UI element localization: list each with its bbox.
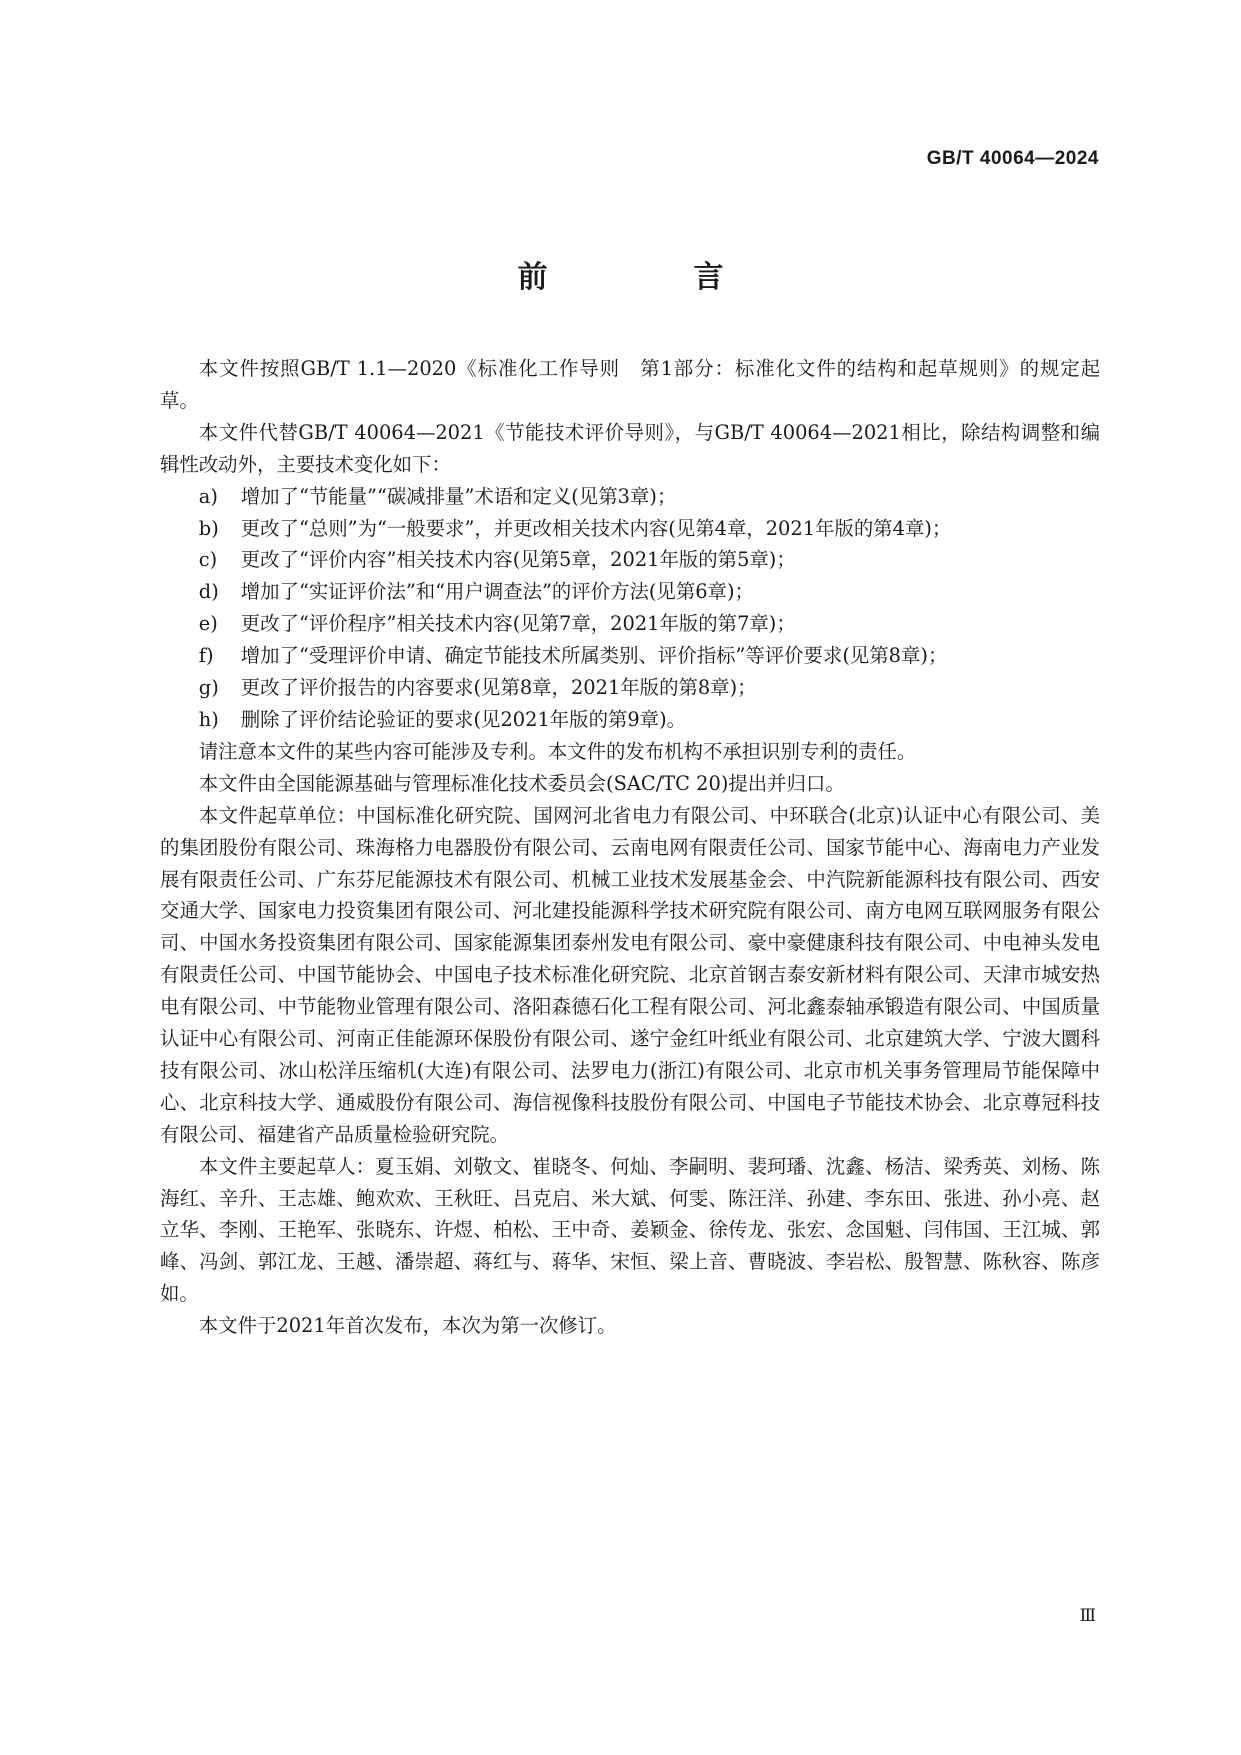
page-number: Ⅲ bbox=[1079, 1606, 1096, 1626]
change-item-f bbox=[199, 640, 1100, 672]
change-item-text: 更改了评价报告的内容要求(见第8章，2021年版的第8章)； bbox=[240, 676, 757, 700]
change-item-text: 更改了“总则”为“一般要求”，并更改相关技术内容(见第4章，2021年版的第4章)； bbox=[240, 516, 952, 540]
paragraph-patent-notice: 请注意本文件的某些内容可能涉及专利。本文件的发布机构不承担识别专利的责任。 bbox=[198, 739, 917, 763]
change-item-text: 增加了“节能量”“碳减排量”术语和定义(见第3章)； bbox=[240, 484, 677, 508]
change-item-text: 删除了评价结论验证的要求(见2021年版的第9章)。 bbox=[240, 707, 687, 731]
change-item-mark: e) bbox=[198, 612, 218, 636]
change-item-mark: d) bbox=[198, 580, 219, 604]
paragraph-replaces: 本文件代替GB/T 40064—2021《节能技术评价导则》，与GB/T 40064—2021相比，除结构调整和编辑性改动外，主要技术变化如下： bbox=[160, 420, 1100, 476]
change-item-a bbox=[199, 481, 1100, 513]
change-item-text: 增加了“实证评价法”和“用户调查法”的评价方法(见第6章)； bbox=[240, 580, 754, 604]
change-item-text: 更改了“评价程序”相关技术内容(见第7章，2021年版的第7章)； bbox=[240, 612, 796, 636]
paragraph-proposer: 本文件由全国能源基础与管理标准化技术委员会(SAC/TC 20)提出并归口。 bbox=[198, 771, 845, 795]
paragraph-drafters: 本文件主要起草人：夏玉娟、刘敬文、崔晓冬、何灿、李嗣明、裴珂璠、沈鑫、杨洁、梁秀英、刘杨、陈海红、辛升、王志雄、鲍欢欢、王秋旺、吕克启、米大斌、何雯、陈汪洋、孙建、李东田、张进、孙小亮、赵立华、李刚、王艳军、张晓东、许煜、柏松、王中奇、姜颖金、徐传龙、张宏、念国魁、闫伟国、王江城、郭峰、冯剑、郭江龙、王越、潘崇超、蒋红与、蒋华、宋恒、梁上音、曹晓波、李岩松、殷智慧、陈秋容、陈彦如。 bbox=[160, 1154, 1100, 1306]
change-item-mark: g) bbox=[198, 676, 219, 700]
change-item-text: 增加了“受理评价申请、确定节能技术所属类别、评价指标”等评价要求(见第8章)； bbox=[240, 644, 948, 668]
change-item-b bbox=[199, 513, 1100, 545]
change-item-mark: b) bbox=[198, 516, 219, 540]
change-item-c bbox=[199, 544, 1100, 576]
change-item-e bbox=[199, 608, 1100, 640]
paragraph-drafting-rules: 本文件按照GB/T 1.1—2020《标准化工作导则 第1部分：标准化文件的结构和起草规则》的规定起草。 bbox=[160, 357, 1100, 412]
paragraph-drafting-units: 本文件起草单位：中国标准化研究院、国网河北省电力有限公司、中环联合(北京)认证中心有限公司、美的集团股份有限公司、珠海格力电器股份有限公司、云南电网有限责任公司、国家节能中心、海南电力产业发展有限责任公司、广东芬尼能源技术有限公司、机械工业技术发展基金会、中汽院新能源科技有限公司、西安交通大学、国家电力投资集团有限公司、河北建投能源科学技术研究院有限公司、南方电网互联网服务有限公司、中国水务投资集团有限公司、国家能源集团泰州发电有限公司、豪中豪健康科技有限公司、中电神头发电有限责任公司、中国节能协会、中国电子技术标准化研究院、北京首钢吉泰安新材料有限公司、天津市城安热电有限公司、中节能物业管理有限公司、洛阳森德石化工程有限公司、河北鑫泰轴承锻造有限公司、中国质量认证中心有限公司、河南正佳能源环保股份有限公司、遂宁金红叶纸业有限公司、北京建筑大学、宁波大圜科技有限公司、冰山松洋压缩机(大连)有限公司、法罗电力(浙江)有限公司、北京市机关事务管理局节能保障中心、北京科技大学、通威股份有限公司、海信视像科技股份有限公司、中国电子节能技术协会、北京尊冠科技有限公司、福建省产品质量检验研究院。 bbox=[160, 803, 1100, 1146]
page-title: 前 言 bbox=[517, 260, 782, 295]
change-item-text: 更改了“评价内容”相关技术内容(见第5章，2021年版的第5章)； bbox=[240, 548, 796, 572]
change-item-mark: a) bbox=[198, 484, 218, 508]
change-item-mark: c) bbox=[198, 548, 218, 572]
change-item-d bbox=[199, 576, 1100, 608]
document-code: GB/T 40064—2024 bbox=[926, 148, 1099, 169]
change-item-mark: h) bbox=[198, 707, 219, 731]
change-item-g bbox=[199, 672, 1100, 704]
change-item-mark: f) bbox=[198, 644, 214, 668]
change-item-h bbox=[199, 704, 1100, 736]
document-body bbox=[160, 353, 1100, 1342]
paragraph-history: 本文件于2021年首次发布，本次为第一次修订。 bbox=[198, 1314, 617, 1338]
